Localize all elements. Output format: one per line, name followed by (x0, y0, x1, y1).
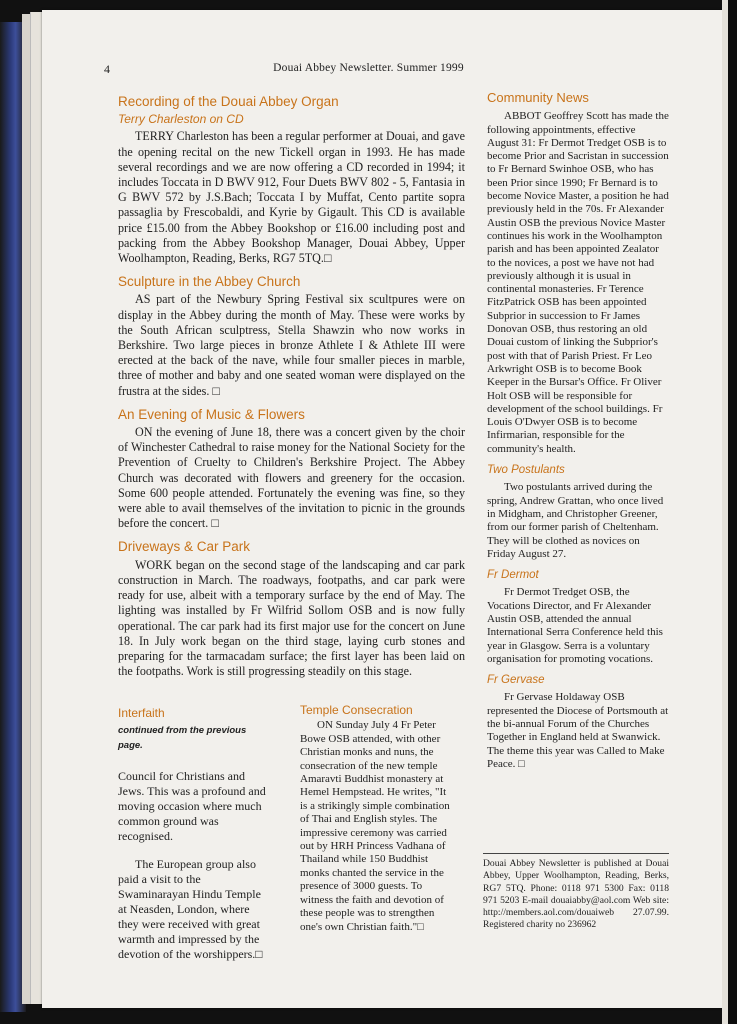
article-subheading: Fr Gervase (487, 674, 545, 687)
article-subheading: Two Postulants (487, 464, 565, 477)
article-subheading: Fr Dermot (487, 569, 539, 582)
article-body: Fr Dermot Tredget OSB, the Vocations Director, and Fr Alexander Austin OSB, attended the annual International Serra Conference held this year in Glasgow. Serra is a voluntary organisation for promoting vocations. (487, 586, 663, 665)
article-body: TERRY Charleston has been a regular performer at Douai, and gave the opening recital on the new Tickell organ in 1993. He has made several recordings and we are now offering a CD recorded in 1994; it includes Toccata in D BWV 912, Four Duets BWV 802 - 5, Fantasia in G BWV 572 by J.S.Bach; Toccata I by Muffat, Cento partite sopra passaglia by Frescobaldi, and Kyrie by Gigault. This CD is available price £15.00 from the Abbey Bookshop or £16.00 including post and packing from the Abbey Bookshop Manager, Douai Abbey, Upper Woolhampton, Reading, Berks, RG7 5TQ.□ (118, 129, 465, 266)
article-sculpture (118, 274, 465, 399)
article-organ (118, 94, 465, 266)
article-body: Fr Gervase Holdaway OSB represented the Diocese of Portsmouth at the bi-annual Forum of the Churches Together in England held at Swanwick. The theme this year was Called to Make Peace. □ (487, 691, 669, 770)
article-body: AS part of the Newbury Spring Festival six scultpures were on display in the Abbey during the month of May. These were works by the South African sculptress, Stella Shawzin who now works in Berkshire. Two large pieces in bronze Athlete I & Athlete III were erected at the back of the nave, while four smaller pieces in marble, three of mother and baby and one seated woman were displayed on the frustra at the sides. □ (118, 292, 465, 398)
article-heading: Recording of the Douai Abbey Organ (118, 94, 339, 109)
publication-info: Douai Abbey Newsletter is published at Douai Abbey, Upper Woolhampton, Reading, Berks, RG7 5TQ. Phone: 0118 971 5300 Fax: 0118 971 5203 E-mail douaiabby@aol.com Web site: http://members.aol.com/douaiweb 27.07.99. Registered charity no 236962 (483, 858, 669, 931)
article-body: Council for Christians and Jews. This was a profound and moving occasion where much common ground was recognised. (118, 769, 266, 843)
article-body: Two postulants arrived during the spring, Andrew Grattan, who once lived in Midgham, and Christopher Greener, from our former parish of Cheltenham. They will be clothed as novices on Friday August 27. (487, 481, 664, 560)
article-heading: Sculpture in the Abbey Church (118, 274, 301, 290)
article-body: ABBOT Geoffrey Scott has made the following appointments, effective August 31: Fr Dermot Tredget OSB is to become Prior and Sacristan in succession to Fr Bernard Swinhoe OSB, who has been Prior since 1990; Fr Bernard is to become Novice Master, a position he had previously held in the 70s. Fr Alexander Austin OSB the previous Novice Master continues his work in the Woolhampton parish and has been appointed Zealator to the novices, a post we have not had previously although it is usual in continental monasteries. Fr Terence FitzPatrick OSB has been appointed Subprior in succession to Fr James Donovan OSB, thus restoring an old Douai custom of linking the Subprior's post with that of Parish Priest. Fr Leo Arkwright OSB is to become Book Keeper in the Bursar's Office. Fr Oliver Holt OSB will be responsible for development of the school buildings. Fr Louis O'Dwyer OSB is to become Infirmarian, responsible for the community's health. (487, 110, 669, 455)
section-heading: Community News (487, 90, 589, 105)
article-body: The European group also paid a visit to the Swaminarayan Hindu Temple at Neasden, London, where they were received with great warmth and impressed by the devotion of the worshippers.□ (118, 857, 263, 961)
article-heading: Interfaith (118, 706, 165, 720)
continued-note: continued from the previous page. (118, 725, 247, 751)
article-body: ON Sunday July 4 Fr Peter Bowe OSB attended, with other Christian monks and nuns, the consecration of the new temple Amaravti Buddhist monastery at Hemel Hempstead. He writes, "It is a strikingly simple combination of Thai and English styles. The impressive ceremony was carried out by HRH Princess Vadhana of Thailand while 150 Buddhist monks chanted the service in the presence of 3000 guests. To witness the faith and devotion of these people was to strengthen one's own Christian faith."□ (300, 719, 450, 933)
interfaith-column (118, 706, 271, 962)
left-main-column (118, 94, 465, 687)
running-header: Douai Abbey Newsletter. Summer 1999 (273, 62, 464, 74)
article-music (118, 407, 465, 532)
article-byline: Terry Charleston on CD (118, 112, 244, 127)
page-number: 4 (104, 62, 110, 76)
right-column (487, 91, 669, 771)
article-driveways (118, 539, 465, 679)
article-heading: An Evening of Music & Flowers (118, 406, 305, 422)
temple-column (300, 704, 456, 934)
article-body: ON the evening of June 18, there was a concert given by the choir of Winchester Cathedral to raise money for the National Society for the Prevention of Cruelty to Children's Berkshire Project. The Abbey Church was decorated with flowers and greenery for the occasion. Some 600 people attended. Fortunately the evening was fine, so they were able to avail themselves of the invitation to picnic in the grounds before the concert. □ (118, 425, 465, 531)
article-heading: Temple Consecration (300, 703, 413, 717)
facing-page-edge (722, 0, 737, 1024)
publication-info-box (483, 853, 669, 932)
article-body: WORK began on the second stage of the landscaping and car park construction in March. The roadways, footpaths, and car park were ready for use, albeit with a temporary surface by the end of May. The lighting was installed by Fr Wilfrid Sollom OSB and is now fully operational. The car park had its first major use for the concert on June 18. In July work began on the third stage, laying curb stones and preparing for the tarmacadam surface; the first layer has been laid on the footpaths. Work is still progressing steadily on this stage. (118, 557, 465, 679)
article-heading: Driveways & Car Park (118, 539, 251, 555)
